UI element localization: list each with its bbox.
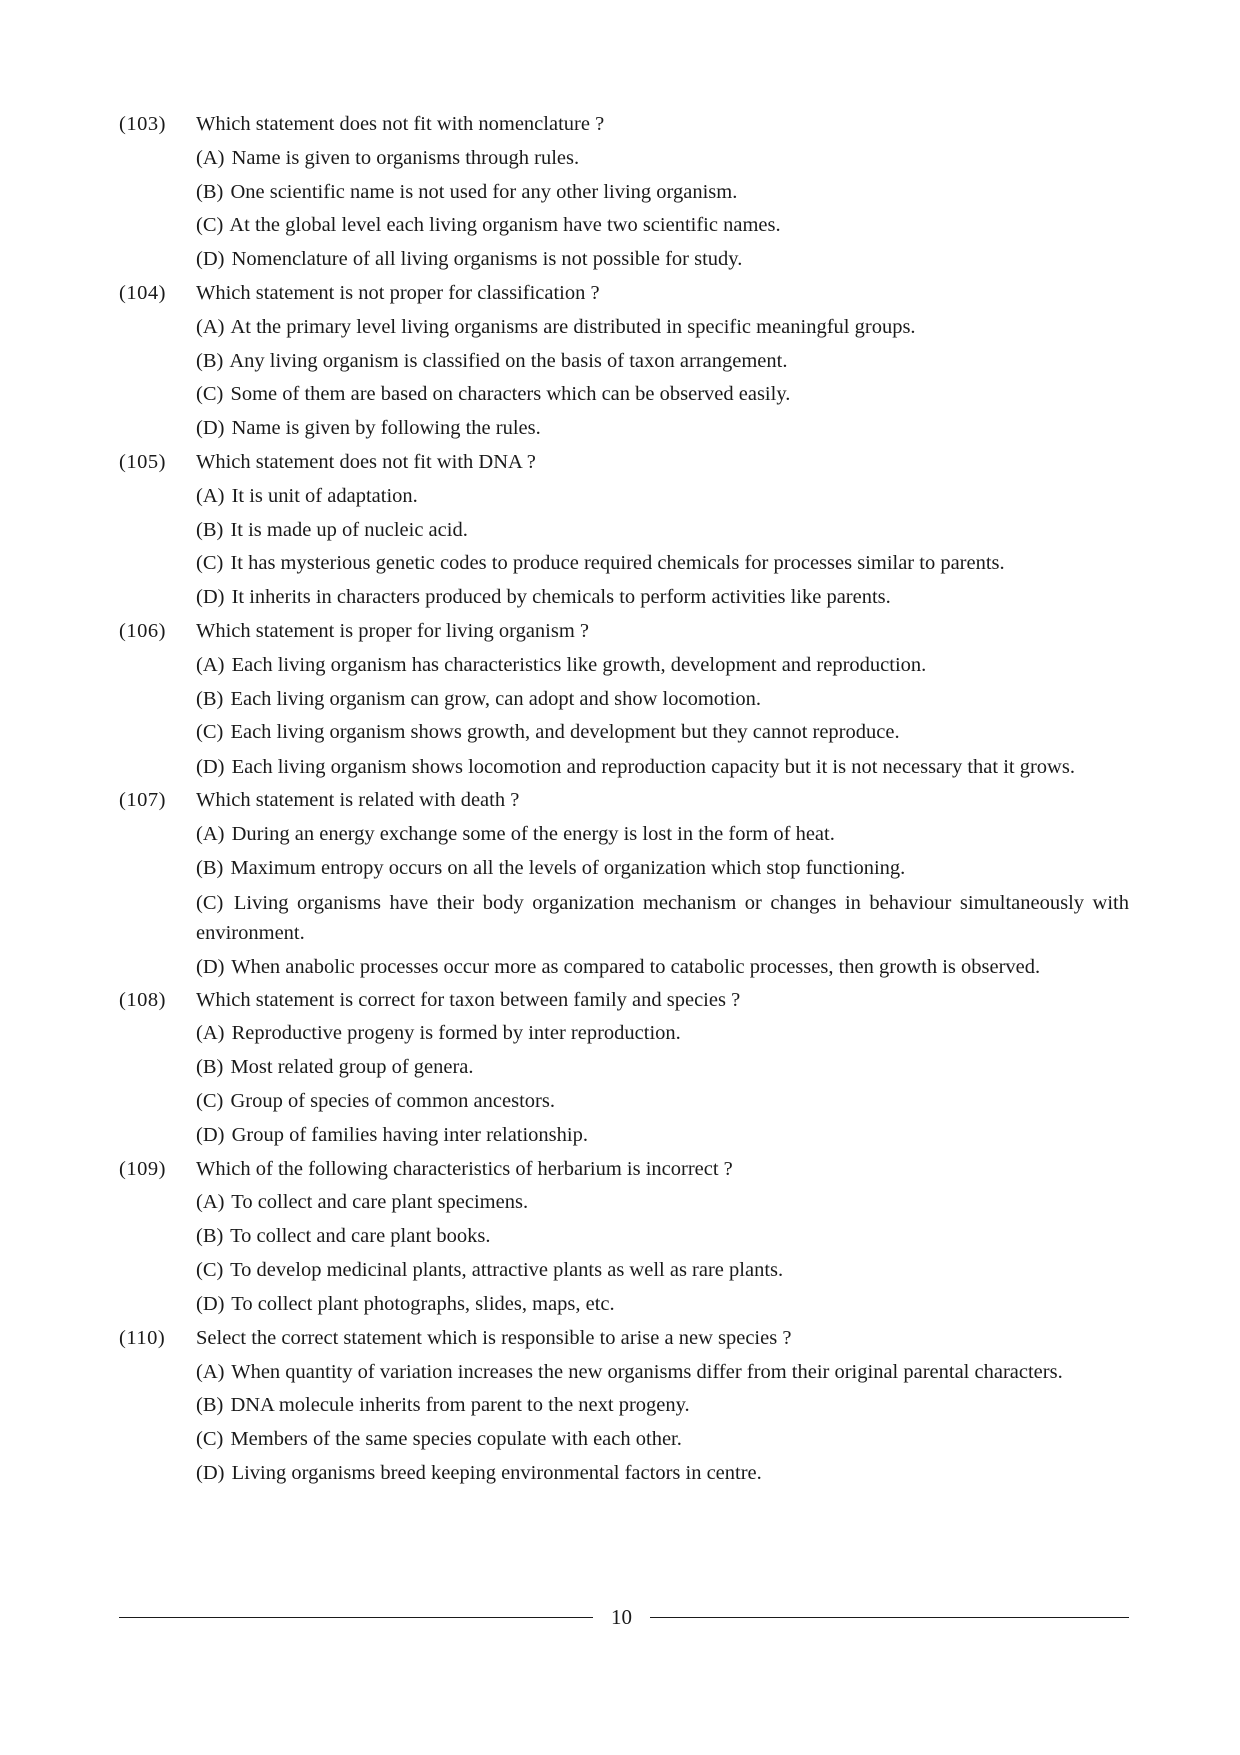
option-text: Some of them are based on characters which can be observed easily.	[230, 383, 791, 406]
option-text: Group of families having inter relationship.	[231, 1123, 588, 1146]
option-text: Nomenclature of all living organisms is not possible for study.	[231, 248, 743, 271]
option-label: (C)	[196, 383, 224, 406]
option-label: (B)	[196, 856, 224, 879]
option-label: (A)	[196, 315, 225, 338]
option-text: Each living organism shows growth, and development but they cannot reproduce.	[230, 721, 900, 744]
option-a	[196, 142, 1129, 176]
question-104	[119, 277, 1129, 446]
option-label: (B)	[196, 349, 224, 372]
option-label: (D)	[196, 586, 225, 609]
option-d	[196, 1119, 1129, 1153]
option-b	[196, 1220, 1129, 1254]
option-label: (A)	[196, 822, 225, 845]
option-a	[196, 1017, 1129, 1051]
option-c	[196, 378, 1129, 412]
page-footer	[119, 1600, 1129, 1634]
option-b	[196, 1389, 1129, 1423]
option-c	[196, 1254, 1129, 1288]
question-text: Which statement does not fit with DNA ?	[196, 450, 536, 473]
question-number: (110)	[119, 1326, 166, 1349]
option-label: (A)	[196, 1361, 225, 1384]
question-text: Which statement is correct for taxon between family and species ?	[196, 988, 741, 1011]
question-text: Which of the following characteristics of herbarium is incorrect ?	[196, 1157, 733, 1180]
question-108	[119, 984, 1129, 1153]
option-text: Any living organism is classified on the basis of taxon arrangement.	[229, 349, 788, 372]
option-label: (B)	[196, 1225, 224, 1248]
option-label: (C)	[196, 721, 224, 744]
option-label: (C)	[196, 214, 224, 237]
option-text: It has mysterious genetic codes to produce required chemicals for processes similar to parents.	[230, 552, 1005, 575]
option-b	[196, 683, 1129, 717]
option-text: To collect plant photographs, slides, maps, etc.	[231, 1292, 615, 1315]
question-text: Which statement does not fit with nomenclature ?	[196, 113, 605, 135]
option-text: Reproductive progeny is formed by inter reproduction.	[231, 1022, 681, 1045]
question-text: Which statement is proper for living organism ?	[196, 619, 590, 642]
option-label: (C)	[196, 1089, 224, 1112]
option-label: (A)	[196, 484, 225, 507]
question-103	[119, 108, 1129, 277]
question-number: (103)	[119, 113, 166, 135]
option-b	[196, 176, 1129, 210]
option-text: Each living organism shows locomotion and reproduction capacity but it is not necessary that it grows.	[231, 756, 1075, 779]
option-text: Maximum entropy occurs on all the levels of organization which stop functioning.	[230, 856, 906, 879]
option-label: (D)	[196, 1461, 225, 1484]
option-b	[196, 852, 1129, 886]
option-label: (D)	[196, 1292, 225, 1315]
option-text: When quantity of variation increases the new organisms differ from their original parental characters.	[231, 1361, 1063, 1384]
option-label: (D)	[196, 417, 225, 440]
option-label: (B)	[196, 1056, 224, 1079]
question-number: (105)	[119, 450, 166, 473]
option-text: At the primary level living organisms are distributed in specific meaningful groups.	[230, 315, 916, 338]
option-d	[196, 1457, 1129, 1491]
option-text: To collect and care plant specimens.	[231, 1191, 529, 1214]
question-text: Select the correct statement which is responsible to arise a new species ?	[196, 1326, 792, 1349]
option-label: (C)	[196, 1428, 224, 1451]
option-text: Group of species of common ancestors.	[230, 1089, 555, 1112]
option-c	[196, 209, 1129, 243]
option-label: (D)	[196, 955, 225, 978]
option-text: It inherits in characters produced by chemicals to perform activities like parents.	[231, 586, 891, 609]
question-list	[119, 108, 1129, 1491]
option-d	[196, 412, 1129, 446]
option-a	[196, 1355, 1129, 1389]
option-d	[196, 1288, 1129, 1322]
option-c	[196, 547, 1129, 581]
option-d	[196, 243, 1129, 277]
option-label: (C)	[196, 891, 224, 914]
option-b	[196, 514, 1129, 548]
option-text: Living organisms have their body organization mechanism or changes in behaviour simultaneously with environment.	[196, 891, 1130, 944]
option-label: (D)	[196, 756, 225, 779]
option-label: (A)	[196, 1191, 225, 1214]
option-b	[196, 345, 1129, 379]
option-label: (A)	[196, 653, 225, 676]
question-number: (109)	[119, 1157, 166, 1180]
option-text: Each living organism has characteristics like growth, development and reproduction.	[231, 653, 927, 676]
option-a	[196, 1186, 1129, 1220]
question-number: (104)	[119, 281, 166, 304]
option-label: (A)	[196, 146, 225, 169]
option-c	[196, 886, 1129, 950]
question-105	[119, 446, 1129, 615]
question-109	[119, 1153, 1129, 1322]
option-text: At the global level each living organism have two scientific names.	[229, 214, 781, 237]
option-label: (B)	[196, 518, 224, 541]
option-label: (B)	[196, 1394, 224, 1417]
option-text: One scientific name is not used for any other living organism.	[230, 180, 738, 203]
option-d	[196, 950, 1129, 984]
question-number: (107)	[119, 789, 166, 812]
option-text: Name is given by following the rules.	[231, 417, 541, 440]
option-text: During an energy exchange some of the energy is lost in the form of heat.	[231, 822, 835, 845]
option-d	[196, 750, 1129, 784]
option-text: Each living organism can grow, can adopt and show locomotion.	[230, 687, 762, 710]
option-label: (B)	[196, 687, 224, 710]
option-a	[196, 480, 1129, 514]
option-label: (C)	[196, 1258, 224, 1281]
option-text: Name is given to organisms through rules.	[231, 146, 580, 169]
page-number: 10	[611, 1605, 632, 1629]
option-b	[196, 1051, 1129, 1085]
option-label: (C)	[196, 552, 224, 575]
option-text: It is made up of nucleic acid.	[230, 518, 468, 541]
option-label: (D)	[196, 248, 225, 271]
option-text: To develop medicinal plants, attractive plants as well as rare plants.	[230, 1258, 784, 1281]
option-a	[196, 311, 1129, 345]
option-text: When anabolic processes occur more as compared to catabolic processes, then growth is observed.	[231, 955, 1041, 978]
option-text: To collect and care plant books.	[230, 1225, 491, 1248]
option-label: (A)	[196, 1022, 225, 1045]
option-text: DNA molecule inherits from parent to the next progeny.	[230, 1394, 690, 1417]
option-c	[196, 1085, 1129, 1119]
question-number: (108)	[119, 988, 166, 1011]
option-text: Members of the same species copulate with each other.	[230, 1428, 682, 1451]
question-text: Which statement is related with death ?	[196, 789, 520, 812]
footer-rule-right	[650, 1617, 1129, 1618]
question-text: Which statement is not proper for classification ?	[196, 281, 600, 304]
footer-rule-left	[119, 1617, 593, 1618]
option-a	[196, 649, 1129, 683]
question-107	[119, 784, 1129, 983]
option-c	[196, 716, 1129, 750]
option-text: Living organisms breed keeping environmental factors in centre.	[231, 1461, 762, 1484]
option-c	[196, 1423, 1129, 1457]
question-106	[119, 615, 1129, 784]
option-d	[196, 581, 1129, 615]
option-label: (B)	[196, 180, 224, 203]
question-110	[119, 1322, 1129, 1491]
option-a	[196, 818, 1129, 852]
question-number: (106)	[119, 619, 166, 642]
option-text: It is unit of adaptation.	[231, 484, 418, 507]
option-label: (D)	[196, 1123, 225, 1146]
option-text: Most related group of genera.	[230, 1056, 474, 1079]
